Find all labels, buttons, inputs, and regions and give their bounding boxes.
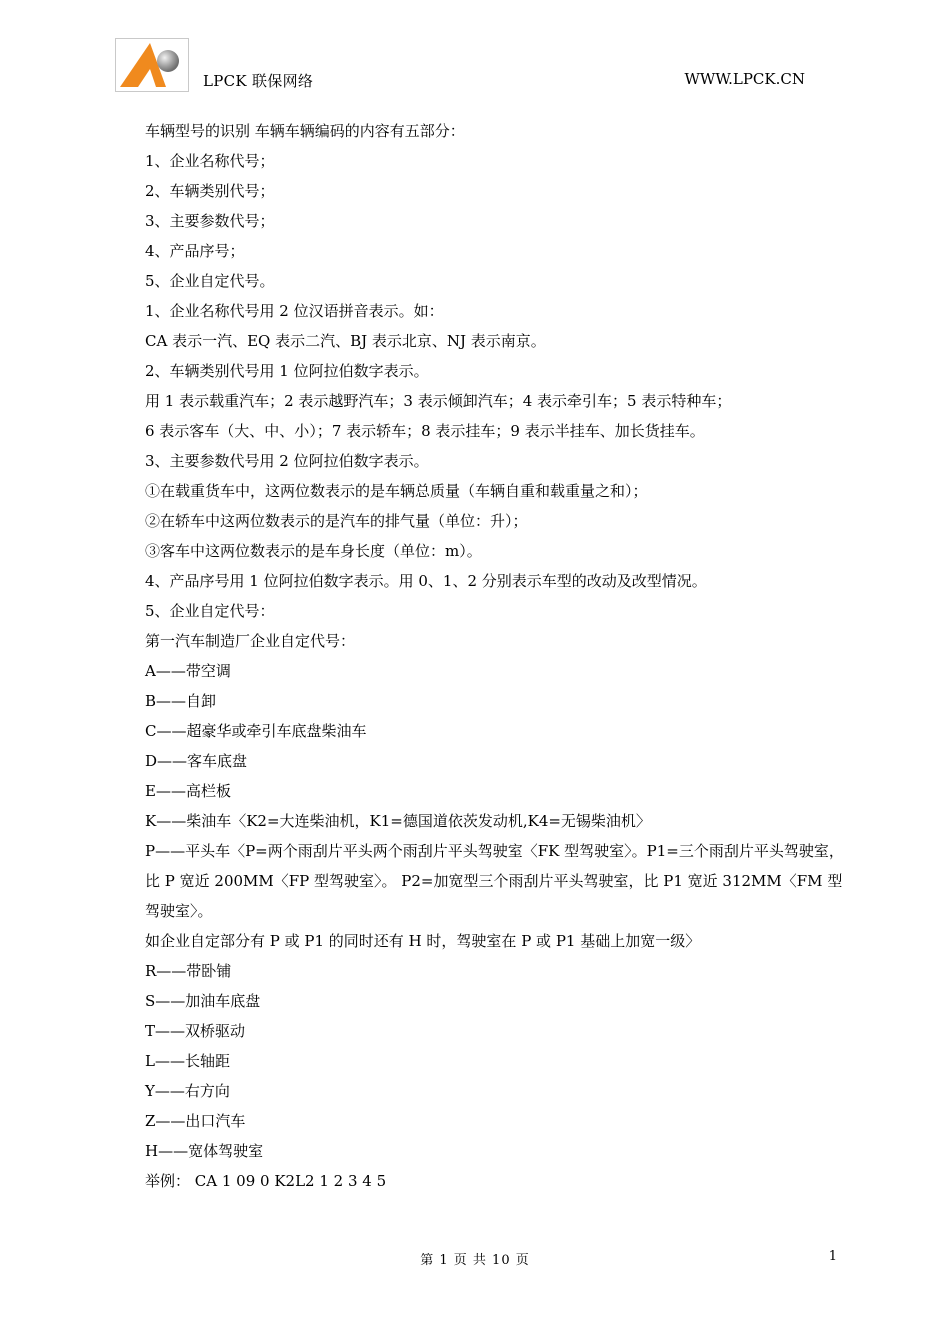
text-line: D——客车底盘: [145, 752, 248, 770]
text-line: 5、企业自定代号：: [145, 602, 275, 620]
text-line: 举例： CA 1 09 0 K2L2 1 2 3 4 5: [145, 1172, 387, 1190]
brand-name: LPCK 联保网络: [203, 72, 314, 90]
page-count-label: 第 1 页 共 10 页: [420, 1253, 530, 1268]
text-line: 1、企业名称代号；: [145, 152, 275, 170]
text-line: Z——出口汽车: [145, 1112, 246, 1130]
text-line: 3、主要参数代号；: [145, 212, 275, 230]
text-line: 4、产品序号；: [145, 242, 245, 260]
text-line: 6 表示客车（大、中、小）；7 表示轿车；8 表示挂车；9 表示半挂车、加长货挂车。: [145, 422, 705, 440]
text-line: CA 表示一汽、EQ 表示二汽、BJ 表示北京、NJ 表示南京。: [145, 332, 546, 350]
text-line: ③客车中这两位数表示的是车身长度（单位：m）。: [145, 542, 482, 560]
text-line: 如企业自定部分有 P 或 P1 的同时还有 H 时，驾驶室在 P 或 P1 基础上加宽一级〉: [145, 932, 701, 950]
text-line: C——超豪华或牵引车底盘柴油车: [145, 722, 367, 740]
text-line: E——高栏板: [145, 782, 231, 800]
lpck-logo-icon: [115, 38, 189, 92]
text-line: 5、企业自定代号。: [145, 272, 275, 290]
text-line: 比 P 宽近 200MM〈FP 型驾驶室〉。 P2=加宽型三个雨刮片平头驾驶室，比 P1 宽近 312MM〈FM 型驾驶室〉。: [145, 872, 843, 920]
text-line: 车辆型号的识别 车辆车辆编码的内容有五部分：: [145, 122, 465, 140]
text-line: ②在轿车中这两位数表示的是汽车的排气量（单位：升）；: [145, 512, 528, 530]
text-line: P——平头车〈P=两个雨刮片平头两个雨刮片平头驾驶室〈FK 型驾驶室〉。P1=三个雨刮片平头驾驶室，: [145, 842, 844, 860]
text-line: 第一汽车制造厂企业自定代号：: [145, 632, 356, 650]
text-line: S——加油车底盘: [145, 992, 261, 1010]
text-line: 4、产品序号用 1 位阿拉伯数字表示。用 0、1、2 分别表示车型的改动及改型情况。: [145, 572, 707, 590]
text-line: T——双桥驱动: [145, 1022, 246, 1040]
document-body: [145, 116, 845, 1196]
text-line: 用 1 表示载重汽车；2 表示越野汽车；3 表示倾卸汽车；4 表示牵引车；5 表示特种车；: [145, 392, 732, 410]
text-line: H——宽体驾驶室: [145, 1142, 264, 1160]
text-line: ①在载重货车中，这两位数表示的是车辆总质量（车辆自重和载重量之和）；: [145, 482, 648, 500]
page-header: [115, 38, 805, 98]
text-line: 2、车辆类别代号；: [145, 182, 275, 200]
text-line: L——长轴距: [145, 1052, 230, 1070]
text-line: R——带卧铺: [145, 962, 232, 980]
text-line: B——自卸: [145, 692, 217, 710]
text-line: 2、车辆类别代号用 1 位阿拉伯数字表示。: [145, 362, 429, 380]
page-number: 1: [828, 1249, 837, 1264]
text-line: K——柴油车〈K2=大连柴油机，K1=德国道依茨发动机,K4=无锡柴油机〉: [145, 812, 651, 830]
text-line: 3、主要参数代号用 2 位阿拉伯数字表示。: [145, 452, 429, 470]
page-footer: [0, 1249, 950, 1269]
text-line: A——带空调: [145, 662, 231, 680]
text-line: Y——右方向: [145, 1082, 230, 1100]
text-line: 1、企业名称代号用 2 位汉语拼音表示。如：: [145, 302, 444, 320]
website-url: WWW.LPCK.CN: [684, 70, 805, 88]
